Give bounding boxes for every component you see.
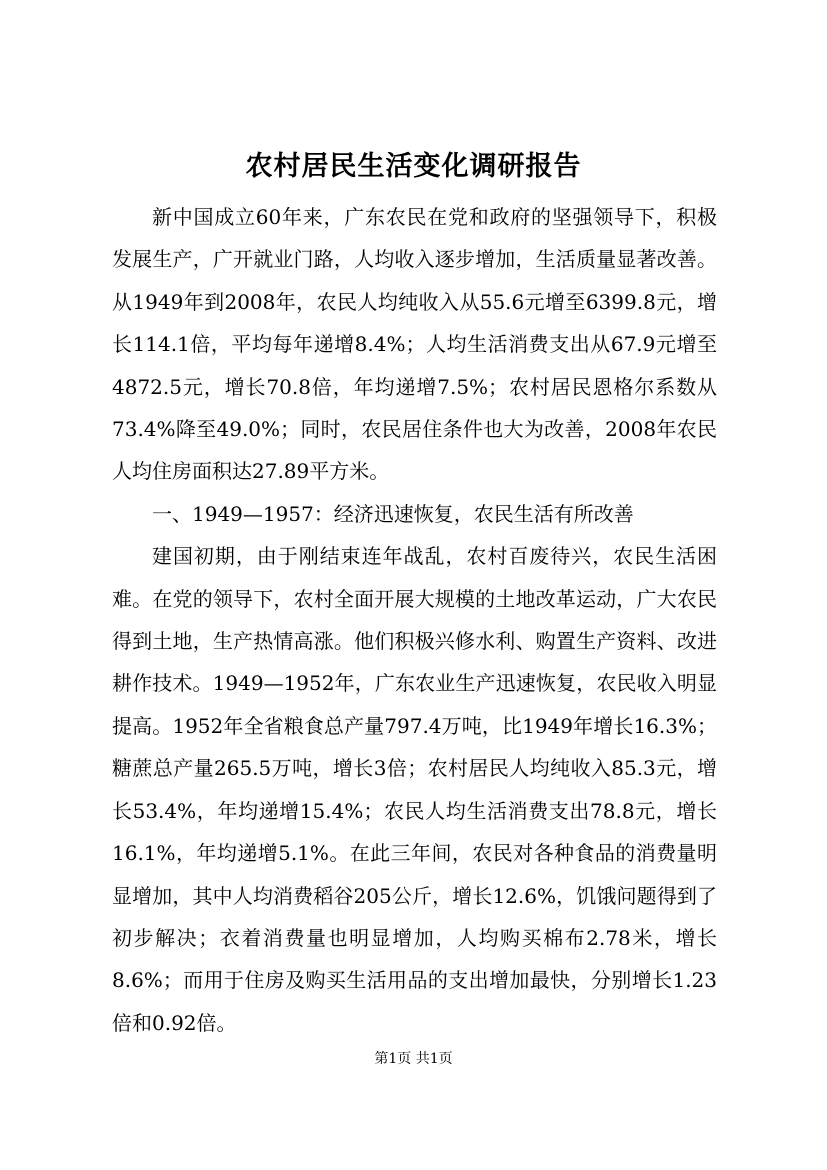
document-title: 农村居民生活变化调研报告 (245, 151, 582, 182)
document-body (112, 196, 717, 1044)
paragraph-intro: 新中国成立60年来，广东农民在党和政府的坚强领导下，积极发展生产，广开就业门路，人均收入逐步增加，生活质量显著改善。从1949年到2008年，农民人均纯收入从55.6元增至6399.8元，增长114.1倍，平均每年递增8.4%；人均生活消费支出从67.9元增至4872.5元，增长70.8倍，年均递增7.5%；农村居民恩格尔系数从73.4%降至49.0%；同时，农民居住条件也大为改善，2008年农民人均住房面积达27.89平方米。 (112, 205, 717, 484)
section-heading: 一、1949—1957：经济迅速恢复，农民生活有所改善 (152, 501, 634, 526)
paragraph-section-one: 建国初期，由于刚结束连年战乱，农村百废待兴，农民生活困难。在党的领导下，农村全面开展大规模的土地改革运动，广大农民得到土地，生产热情高涨。他们积极兴修水利、购置生产资料、改进耕作技术。1949—1952年，广东农业生产迅速恢复，农民收入明显提高。1952年全省粮食总产量797.4万吨，比1949年增长16.3%；糖蔗总产量265.5万吨，增长3倍；农村居民人均纯收入85.3元，增长53.4%，年均递增15.4%；农民人均生活消费支出78.8元，增长16.1%，年均递增5.1%。在此三年间，农民对各种食品的消费量明显增加，其中人均消费稻谷205公斤，增长12.6%，饥饿问题得到了初步解决；衣着消费量也明显增加，人均购买棉布2.78米，增长8.6%；而用于住房及购买生活用品的支出增加最快，分别增长1.23倍和0.92倍。 (112, 544, 717, 1035)
page-footer: 第1页 共1页 (374, 1051, 453, 1067)
